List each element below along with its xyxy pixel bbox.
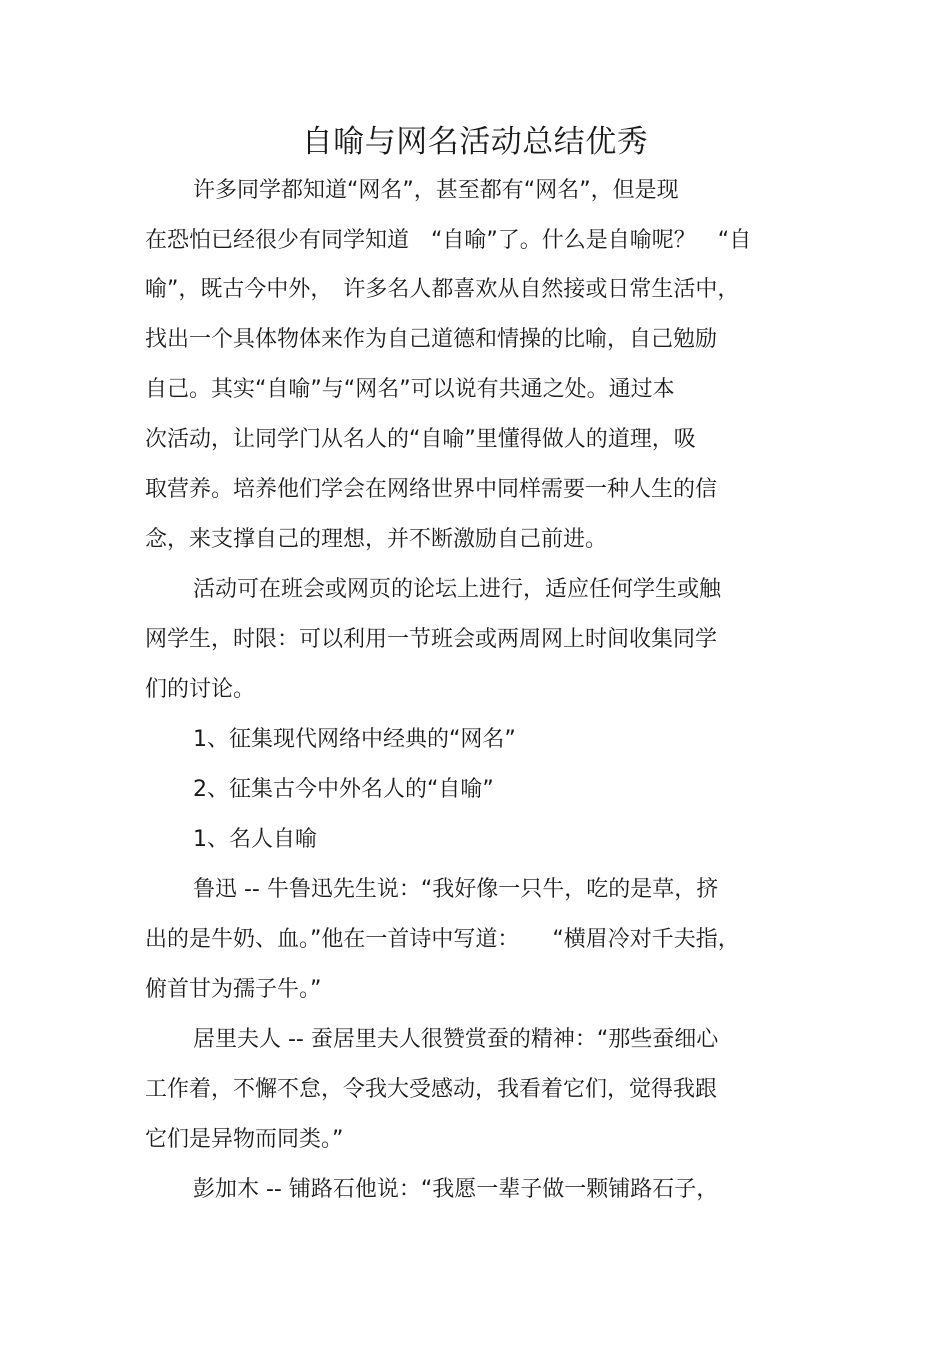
body-line: 念，来支撑自己的理想，并不断激励自己前进。	[145, 527, 608, 552]
body-line: 次活动，让同学门从名人的“自喻”里懂得做人的道理，吸	[145, 427, 696, 452]
body-line: 网学生，时限：可以利用一节班会或两周网上时间收集同学	[145, 627, 718, 652]
body-line: 活动可在班会或网页的论坛上进行，适应任何学生或触	[193, 577, 722, 602]
body-line: 彭加木 -- 铺路石他说：“我愿一辈子做一颗铺路石子，	[193, 1177, 719, 1202]
body-line: 喻”，既古今中外， 许多名人都喜欢从自然接或日常生活中，	[145, 277, 740, 302]
body-line: 出的是牛奶、血。”他在一首诗中写道： “横眉冷对千夫指，	[145, 927, 740, 952]
body-line: 在恐怕已经很少有同学知道 “自喻”了。什么是自喻呢？ “自	[145, 228, 752, 253]
body-line: 们的讨论。	[145, 677, 256, 702]
body-line: 自己。其实“自喻”与“网名”可以说有共通之处。通过本	[145, 377, 675, 402]
list-item: 1、征集现代网络中经典的“网名”	[193, 727, 516, 752]
body-line: 取营养。培养他们学会在网络世界中同样需要一种人生的信	[145, 477, 718, 502]
body-line: 鲁迅 -- 牛鲁迅先生说：“我好像一只牛，吃的是草，挤	[193, 877, 719, 902]
list-item: 2、征集古今中外名人的“自喻”	[193, 777, 494, 802]
body-line: 它们是异物而同类。”	[145, 1127, 344, 1152]
document-title: 自喻与网名活动总结优秀	[301, 124, 649, 160]
body-line: 居里夫人 -- 蚕居里夫人很赞赏蚕的精神：“那些蚕细心	[193, 1027, 719, 1052]
body-line: 许多同学都知道“网名”，甚至都有“网名”，但是现	[193, 178, 679, 203]
body-line: 工作着，不懈不怠，令我大受感动，我看着它们，觉得我跟	[145, 1077, 718, 1102]
body-line: 俯首甘为孺子牛。”	[145, 977, 322, 1002]
body-line: 找出一个具体物体来作为自己道德和情操的比喻，自己勉励	[145, 327, 718, 352]
section-heading: 1、名人自喻	[193, 827, 317, 852]
